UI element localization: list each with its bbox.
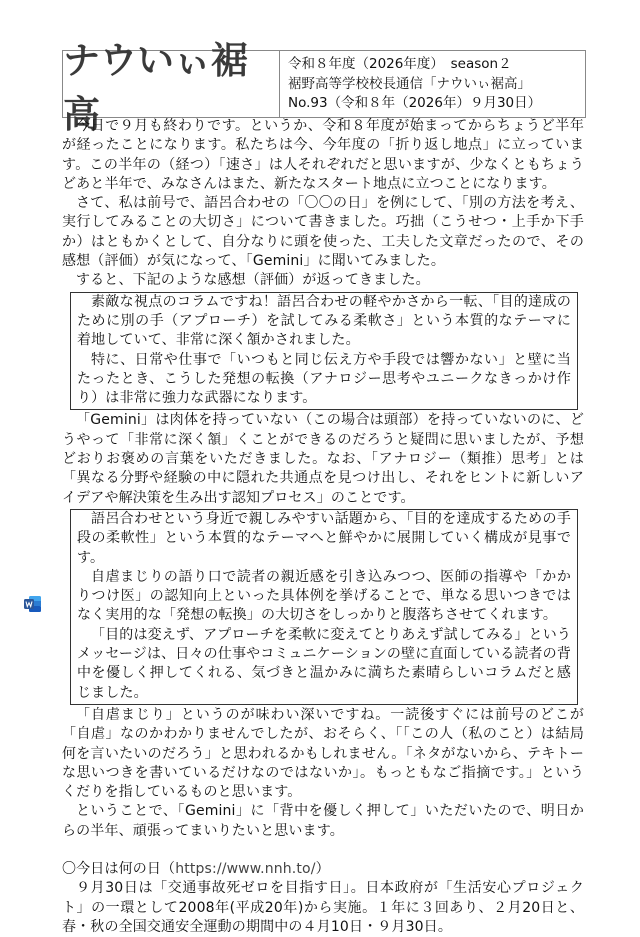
today-source-link[interactable]: https://www.nnh.to/ xyxy=(175,860,316,877)
spacer xyxy=(62,841,584,860)
paragraph-4: 「Gemini」は肉体を持っていない（この場合は頭部）を持っていないのに、どうやって「非常に深く頷」くことができるのだろうと疑問に思いましたが、予想どおりお褒めの言葉をいただきました。なお、「アナロジー（類推）思考」とは「異なる分野や経験の中に隠れた共通点を見つけ出し、それをヒントに新しいアイデアや解決策を生み出す認知プロセス」のことです。 xyxy=(62,412,584,506)
quote-2-paragraph-2: 自虐まじりの語り口で読者の親近感を引き込みつつ、医師の指導や「かかりつけ医」の認知向上といった具体例を挙げることで、単なる思いつきではなく実用的な「発想の転換」の大切さをしっかりと腹落ちさせてくれます。 xyxy=(77,568,571,624)
issue-year: 令和８年度（2026年度） season２ xyxy=(288,56,512,72)
paragraph-5: 「自虐まじり」というのが味わい深いですね。一読後すぐには前号のどこが「自虐」なのかわかりませんでしたが、おそらく、「「この人（私のこと）は結局何を言いたいのだろう」と思われるかもしれません。「ネタがないから、テキトーな思いつきを書いているだけなのではないか」。もっともなご指摘です。」というくだりを指しているものと思います。 xyxy=(62,706,584,801)
paragraph-3: すると、下記のような感想（評価）が返ってきました。 xyxy=(76,272,430,289)
gemini-quote-1 xyxy=(70,292,578,411)
paragraph-2: さて、私は前号で、語呂合わせの「〇〇の日」を例にして、「別の方法を考え、実行してみることの大切さ」について書きました。巧拙（こうせつ・上手か下手か）はともかくとして、自分なりに頭を使った、工夫した文章だったので、その感想（評価）が気になって、「Gemini」に聞いてみました。 xyxy=(62,195,584,270)
paragraph-1: 今日で９月も終わりです。というか、令和８年度が始まってからちょうど半年が経ったことになります。私たちは今、今年度の「折り返し地点」に立っています。この半年の（経つ）「速さ」は人それぞれだと思いますが、少なくともちょうどあと半年で、みなさんはまた、新たなスタート地点に立つことになります。 xyxy=(62,118,584,192)
today-heading-suffix: ） xyxy=(315,860,330,877)
quote-2-paragraph-1: 語呂合わせという身近で親しみやすい話題から、「目的を達成するための手段の柔軟性」という本質的なテーマへと鮮やかに展開していく構成が見事です。 xyxy=(77,510,571,566)
today-heading xyxy=(62,860,584,879)
article-body xyxy=(62,117,584,937)
newsletter-header xyxy=(62,39,586,136)
newsletter-logo xyxy=(63,39,280,136)
logo-text: ナウいぃ裾高 xyxy=(63,39,248,136)
word-document-icon[interactable] xyxy=(24,595,42,613)
issue-info xyxy=(280,51,541,117)
paragraph-6: ということで、「Gemini」に「背中を優しく押して」いただいたので、明日からの半年、頑張ってまいりたいと思います。 xyxy=(62,803,584,839)
gemini-quote-2 xyxy=(70,509,578,705)
quote-2-paragraph-3: 「目的は変えず、アプローチを柔軟に変えてとりあえず試してみる」というメッセージは、日々の仕事やコミュニケーションの壁に直面している読者の背中を優しく押してくれる、気づきと温かみに満ちた素晴らしいコラムだと感じました。 xyxy=(77,626,571,701)
quote-1-paragraph-2: 特に、日常や仕事で「いつもと同じ伝え方や手段では響かない」と壁に当たったとき、こうした発想の転換（アナロジー思考やユニークなきっかけ作り）は非常に強力な武器になります。 xyxy=(77,351,571,407)
today-text: ９月30日は「交通事故死ゼロを目指す日」。日本政府が「生活安心プロジェクト」の一環として2008年(平成20年)から実施。１年に３回あり、２月20日と、春・秋の全国交通安全運動の期間中の４月10日・９月30日。 xyxy=(62,880,584,935)
issue-number-date: No.93（令和８年（2026年）９月30日） xyxy=(288,95,542,111)
issue-publication: 裾野高等学校校長通信「ナウいぃ裾高」 xyxy=(288,75,531,92)
today-heading-prefix: 〇今日は何の日（ xyxy=(62,860,176,877)
quote-1-paragraph-1: 素敵な視点のコラムですね！語呂合わせの軽やかさから一転、「目的達成のために別の手（アプローチ）を試してみる柔軟さ」という本質的なテーマに着地していて、非常に深く頷かされました。 xyxy=(77,293,571,349)
